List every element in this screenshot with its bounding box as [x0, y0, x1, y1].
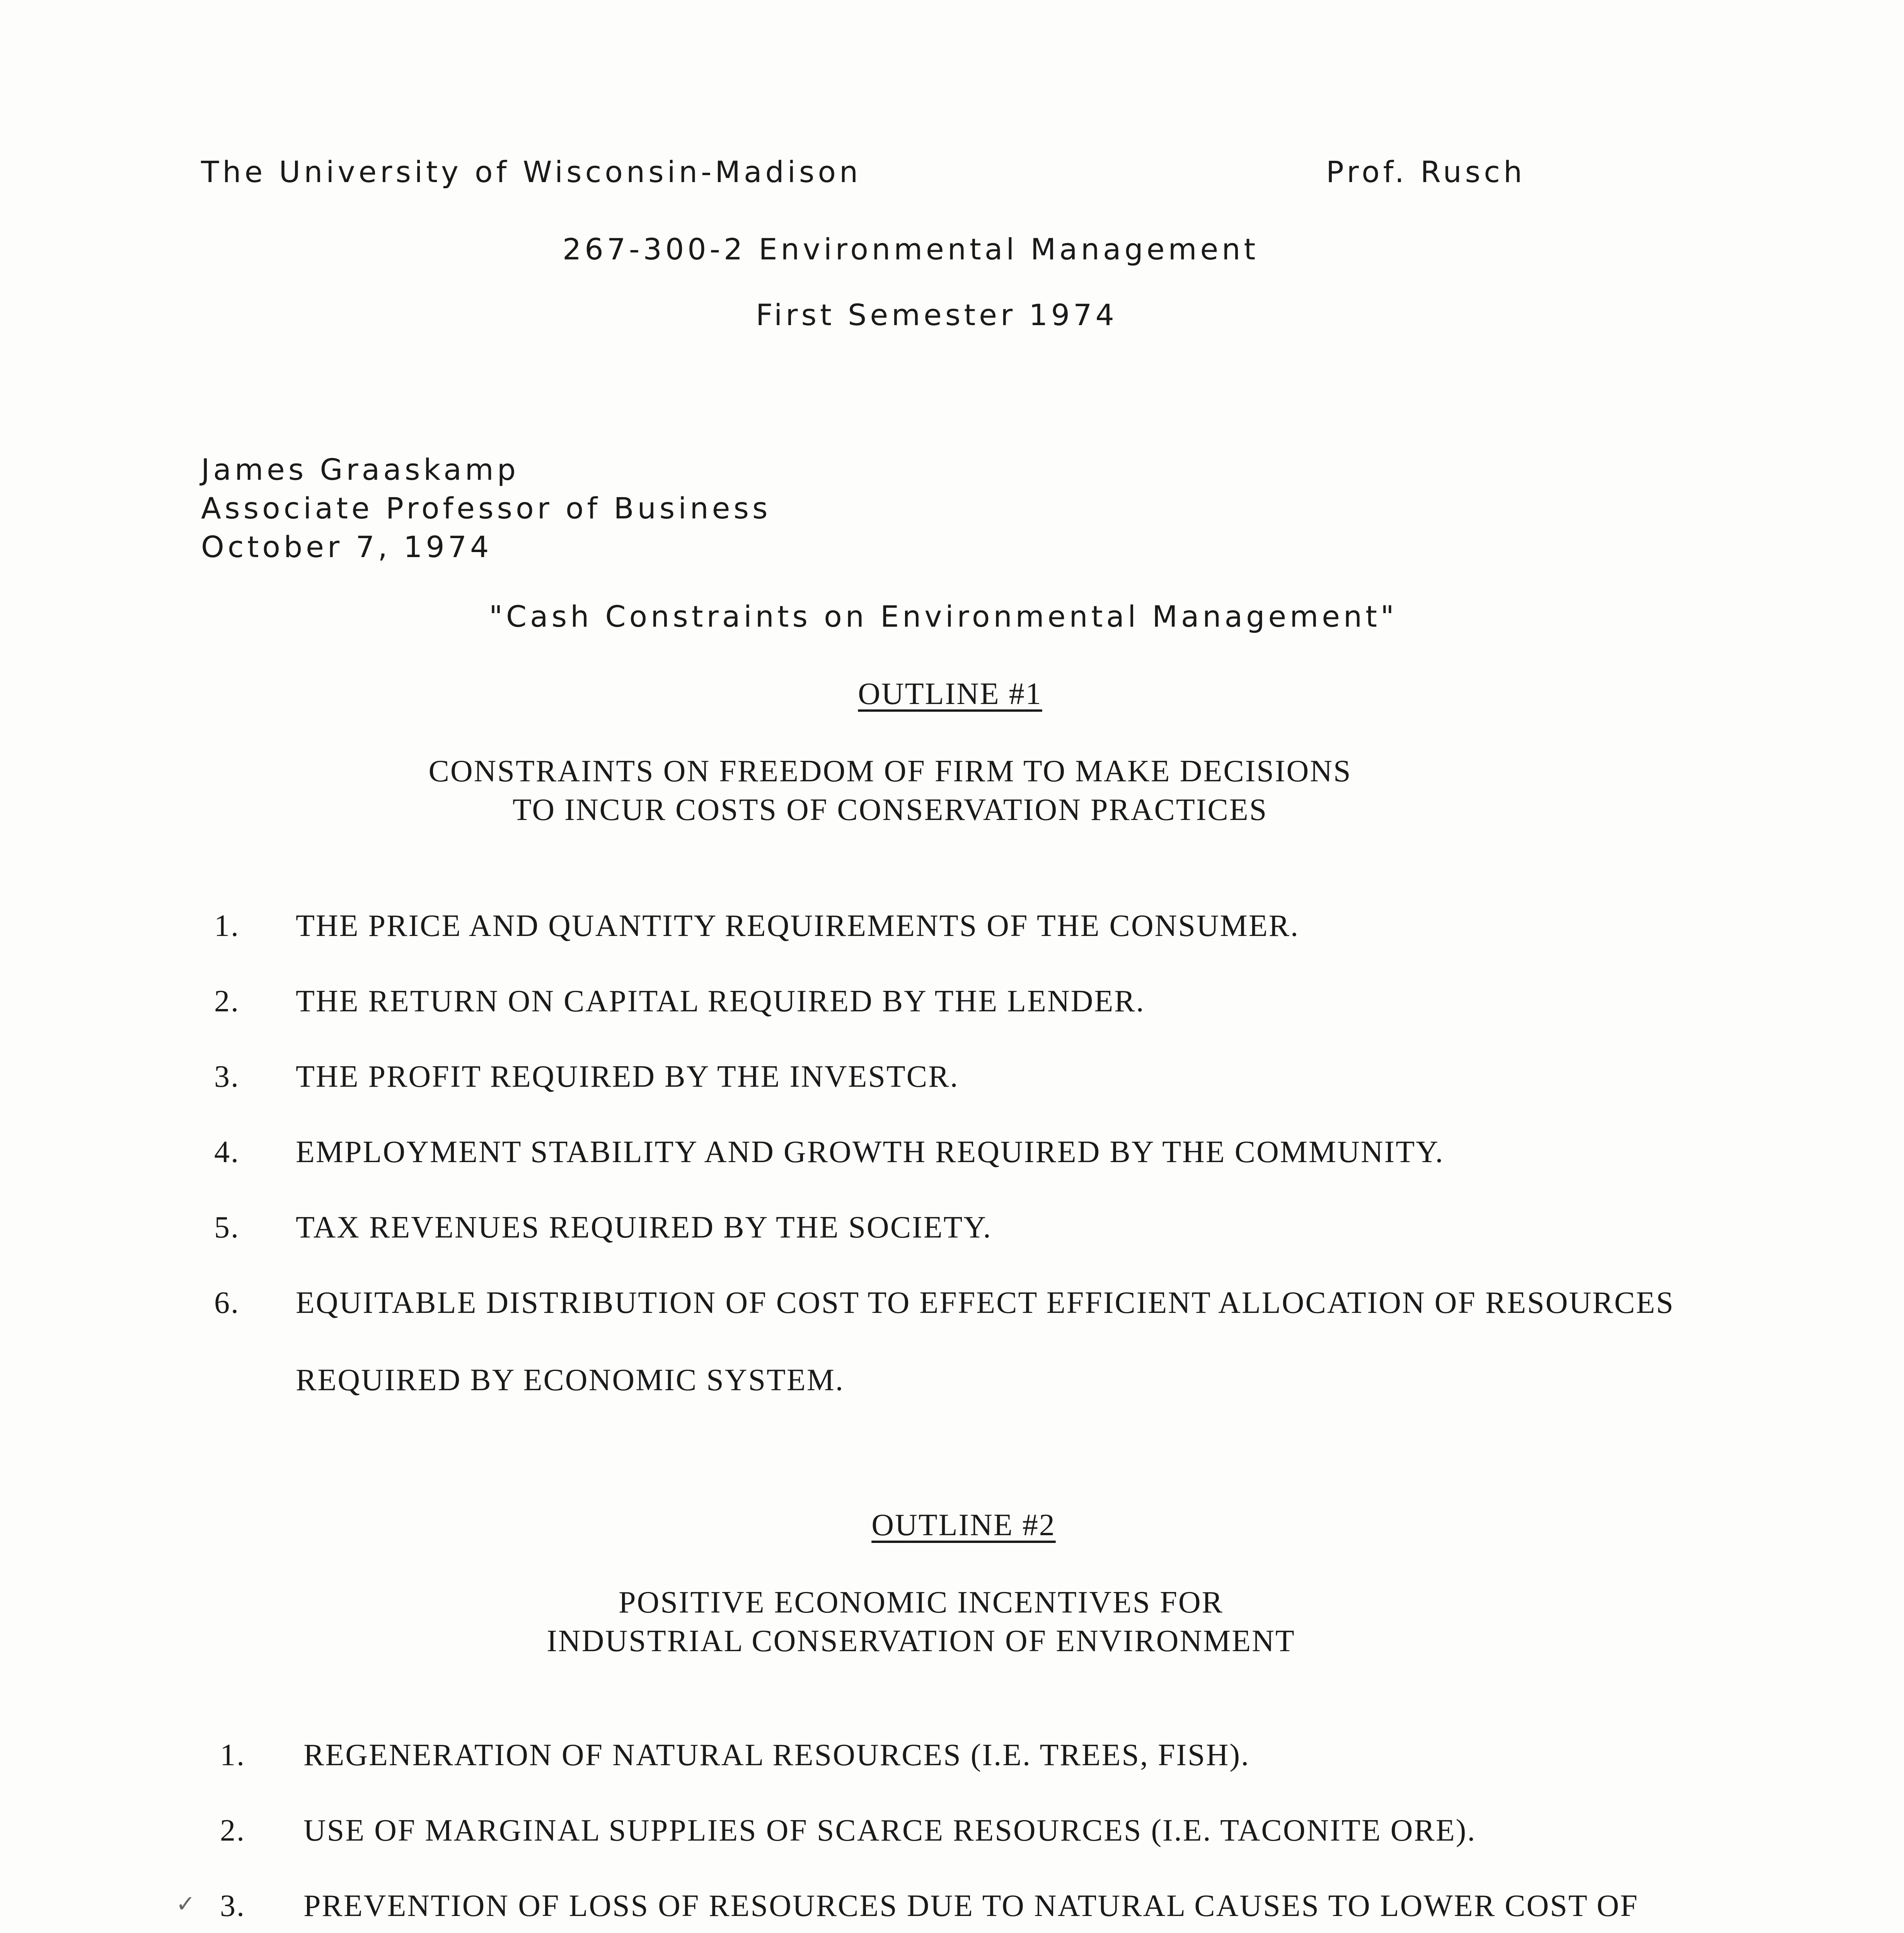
outline-1-item-4-number: 4. [214, 1135, 240, 1169]
outline-2-item-2-text: USE OF MARGINAL SUPPLIES OF SCARCE RESOURCES (I.E. TACONITE ORE). [303, 1814, 1476, 1848]
outline-1-title-line-2: TO INCUR COSTS OF CONSERVATION PRACTICES [512, 793, 1268, 827]
outline-1-item-2-number: 2. [214, 984, 240, 1018]
check-mark-icon: ✓ [176, 1890, 196, 1918]
outline-2-title-line-1: POSITIVE ECONOMIC INCENTIVES FOR [619, 1585, 1224, 1619]
course-term: First Semester 1974 [756, 298, 1118, 332]
instructor-name: Prof. Rusch [1326, 155, 1526, 189]
outline-2-item-3-text: PREVENTION OF LOSS OF RESOURCES DUE TO NATURAL CAUSES TO LOWER COST OF [303, 1889, 1639, 1923]
course-title: 267-300-2 Environmental Management [563, 232, 1259, 266]
lecture-title: "Cash Constraints on Environmental Management" [489, 599, 1398, 634]
author-date: October 7, 1974 [201, 530, 493, 564]
outline-1-item-6-text-continued: REQUIRED BY ECONOMIC SYSTEM. [296, 1363, 844, 1397]
outline-2-item-3-number: 3. [220, 1889, 245, 1923]
outline-1-item-3-number: 3. [214, 1060, 240, 1094]
outline-1-item-1-text: THE PRICE AND QUANTITY REQUIREMENTS OF THE CONSUMER. [296, 909, 1300, 943]
outline-2-heading-text: OUTLINE #2 [871, 1508, 1056, 1542]
outline-1-heading [0, 675, 1902, 713]
outline-2-item-1-number: 1. [220, 1738, 245, 1772]
institution-name: The University of Wisconsin-Madison [201, 155, 862, 189]
outline-2-title-line-2: INDUSTRIAL CONSERVATION OF ENVIRONMENT [547, 1624, 1295, 1658]
outline-1-item-4-text: EMPLOYMENT STABILITY AND GROWTH REQUIRED BY THE COMMUNITY. [296, 1135, 1444, 1169]
outline-1-item-1-number: 1. [214, 909, 240, 943]
outline-2-item-2-number: 2. [220, 1814, 245, 1848]
outline-1-item-2-text: THE RETURN ON CAPITAL REQUIRED BY THE LENDER. [296, 984, 1145, 1018]
author-position: Associate Professor of Business [201, 491, 771, 525]
outline-2-heading [12, 1506, 1904, 1544]
outline-1-item-3-text: THE PROFIT REQUIRED BY THE INVESTCR. [296, 1060, 959, 1094]
outline-1-item-5-text: TAX REVENUES REQUIRED BY THE SOCIETY. [296, 1210, 992, 1244]
outline-1-title-line-1: CONSTRAINTS ON FREEDOM OF FIRM TO MAKE DECISIONS [428, 754, 1352, 788]
outline-1-item-6-number: 6. [214, 1286, 240, 1320]
outline-1-item-6-text: EQUITABLE DISTRIBUTION OF COST TO EFFECT EFFICIENT ALLOCATION OF RESOURCES [296, 1286, 1675, 1320]
outline-2-item-1-text: REGENERATION OF NATURAL RESOURCES (I.E. TREES, FISH). [303, 1738, 1250, 1772]
author-name: James Graaskamp [201, 452, 519, 487]
outline-1-heading-text: OUTLINE #1 [858, 677, 1042, 711]
outline-1-item-5-number: 5. [214, 1210, 240, 1244]
